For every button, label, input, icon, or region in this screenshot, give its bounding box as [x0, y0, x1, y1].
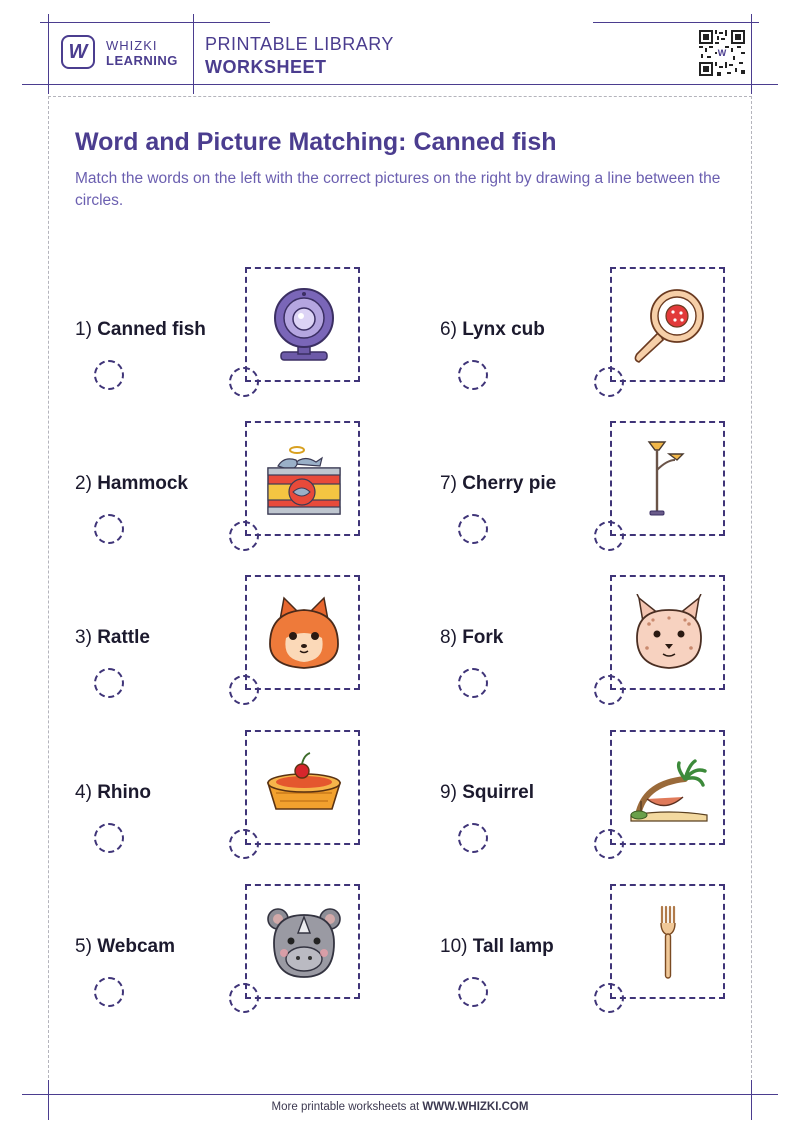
brand-name-bottom: LEARNING — [106, 53, 178, 68]
item-word: Cherry pie — [462, 473, 557, 494]
right-picture-box-6 — [610, 267, 725, 382]
footer — [0, 1101, 800, 1113]
right-picture-circle-8[interactable] — [594, 675, 624, 705]
item-number: 9) — [440, 782, 457, 803]
item-number: 2) — [75, 473, 92, 494]
whizki-logo — [61, 35, 95, 69]
item-number: 10) — [440, 936, 468, 957]
left-word-circle-5[interactable] — [94, 977, 124, 1007]
header-bottom-rule — [22, 84, 778, 85]
item-number: 3) — [75, 627, 92, 648]
hammock-icon — [629, 749, 709, 829]
footer-rule — [22, 1094, 778, 1095]
worksheet-title: Word and Picture Matching: Canned fish — [75, 128, 557, 156]
header-top-rule-right — [593, 22, 759, 23]
brand-name-top: WHIZKI — [106, 38, 158, 53]
item-word: Lynx cub — [462, 319, 545, 340]
right-picture-box-10 — [610, 884, 725, 999]
item-word: Canned fish — [97, 319, 206, 340]
footer-divider-right — [751, 1080, 752, 1120]
left-item-2 — [75, 473, 188, 495]
cherry-pie-icon — [264, 749, 344, 829]
right-word-circle-8[interactable] — [458, 668, 488, 698]
left-picture-box-2 — [245, 421, 360, 536]
squirrel-icon — [264, 594, 344, 674]
header-title-top: PRINTABLE LIBRARY — [205, 34, 394, 54]
tall-lamp-icon — [629, 440, 709, 520]
left-picture-box-5 — [245, 884, 360, 999]
left-picture-circle-5[interactable] — [229, 983, 259, 1013]
left-item-3 — [75, 627, 150, 649]
worksheet-instructions: Match the words on the left with the correct pictures on the right by drawing a line between the circles. — [75, 170, 721, 209]
item-number: 8) — [440, 627, 457, 648]
left-word-circle-4[interactable] — [94, 823, 124, 853]
item-word: Hammock — [97, 473, 189, 494]
right-picture-box-9 — [610, 730, 725, 845]
left-picture-circle-2[interactable] — [229, 521, 259, 551]
left-item-4 — [75, 782, 151, 804]
item-word: Tall lamp — [472, 936, 554, 957]
right-item-7 — [440, 473, 556, 495]
item-number: 7) — [440, 473, 457, 494]
header-title-bottom: WORKSHEET — [205, 57, 327, 77]
logo-letter: W — [68, 40, 88, 63]
left-picture-circle-3[interactable] — [229, 675, 259, 705]
header-divider-left — [48, 14, 49, 94]
item-word: Rhino — [97, 782, 152, 803]
item-number: 1) — [75, 319, 92, 340]
rattle-icon — [629, 286, 709, 366]
right-picture-circle-9[interactable] — [594, 829, 624, 859]
footer-link[interactable]: WWW.WHIZKI.COM — [422, 1101, 529, 1113]
right-word-circle-9[interactable] — [458, 823, 488, 853]
item-number: 6) — [440, 319, 457, 340]
webcam-icon — [264, 286, 344, 366]
right-word-circle-6[interactable] — [458, 360, 488, 390]
item-word: Squirrel — [462, 782, 534, 803]
item-word: Fork — [462, 627, 504, 648]
right-word-circle-10[interactable] — [458, 977, 488, 1007]
left-item-1 — [75, 319, 206, 341]
left-picture-box-3 — [245, 575, 360, 690]
footer-text: More printable worksheets at — [271, 1101, 420, 1113]
item-word: Rattle — [97, 627, 150, 648]
header-divider-right — [751, 14, 752, 94]
right-picture-circle-7[interactable] — [594, 521, 624, 551]
left-picture-circle-1[interactable] — [229, 367, 259, 397]
right-item-10 — [440, 936, 554, 958]
left-item-5 — [75, 936, 175, 958]
right-item-8 — [440, 627, 503, 649]
svg-text:W: W — [717, 48, 727, 58]
left-word-circle-1[interactable] — [94, 360, 124, 390]
left-word-circle-2[interactable] — [94, 514, 124, 544]
lynx-cub-icon — [629, 594, 709, 674]
qr-code-icon — [697, 28, 747, 78]
right-picture-circle-10[interactable] — [594, 983, 624, 1013]
item-word: Webcam — [97, 936, 175, 957]
left-picture-box-1 — [245, 267, 360, 382]
right-picture-box-8 — [610, 575, 725, 690]
content-frame-top — [48, 96, 752, 97]
right-word-circle-7[interactable] — [458, 514, 488, 544]
canned-fish-icon — [264, 440, 344, 520]
left-picture-box-4 — [245, 730, 360, 845]
footer-divider-left — [48, 1080, 49, 1120]
header-top-rule — [40, 22, 270, 23]
item-number: 4) — [75, 782, 92, 803]
left-word-circle-3[interactable] — [94, 668, 124, 698]
fork-icon — [629, 903, 709, 983]
content-frame-right — [751, 96, 752, 1088]
item-number: 5) — [75, 936, 92, 957]
right-item-6 — [440, 319, 545, 341]
left-picture-circle-4[interactable] — [229, 829, 259, 859]
right-picture-box-7 — [610, 421, 725, 536]
right-picture-circle-6[interactable] — [594, 367, 624, 397]
content-frame-left — [48, 96, 49, 1088]
rhino-icon — [264, 903, 344, 983]
right-item-9 — [440, 782, 534, 804]
header-divider-middle — [193, 14, 194, 94]
